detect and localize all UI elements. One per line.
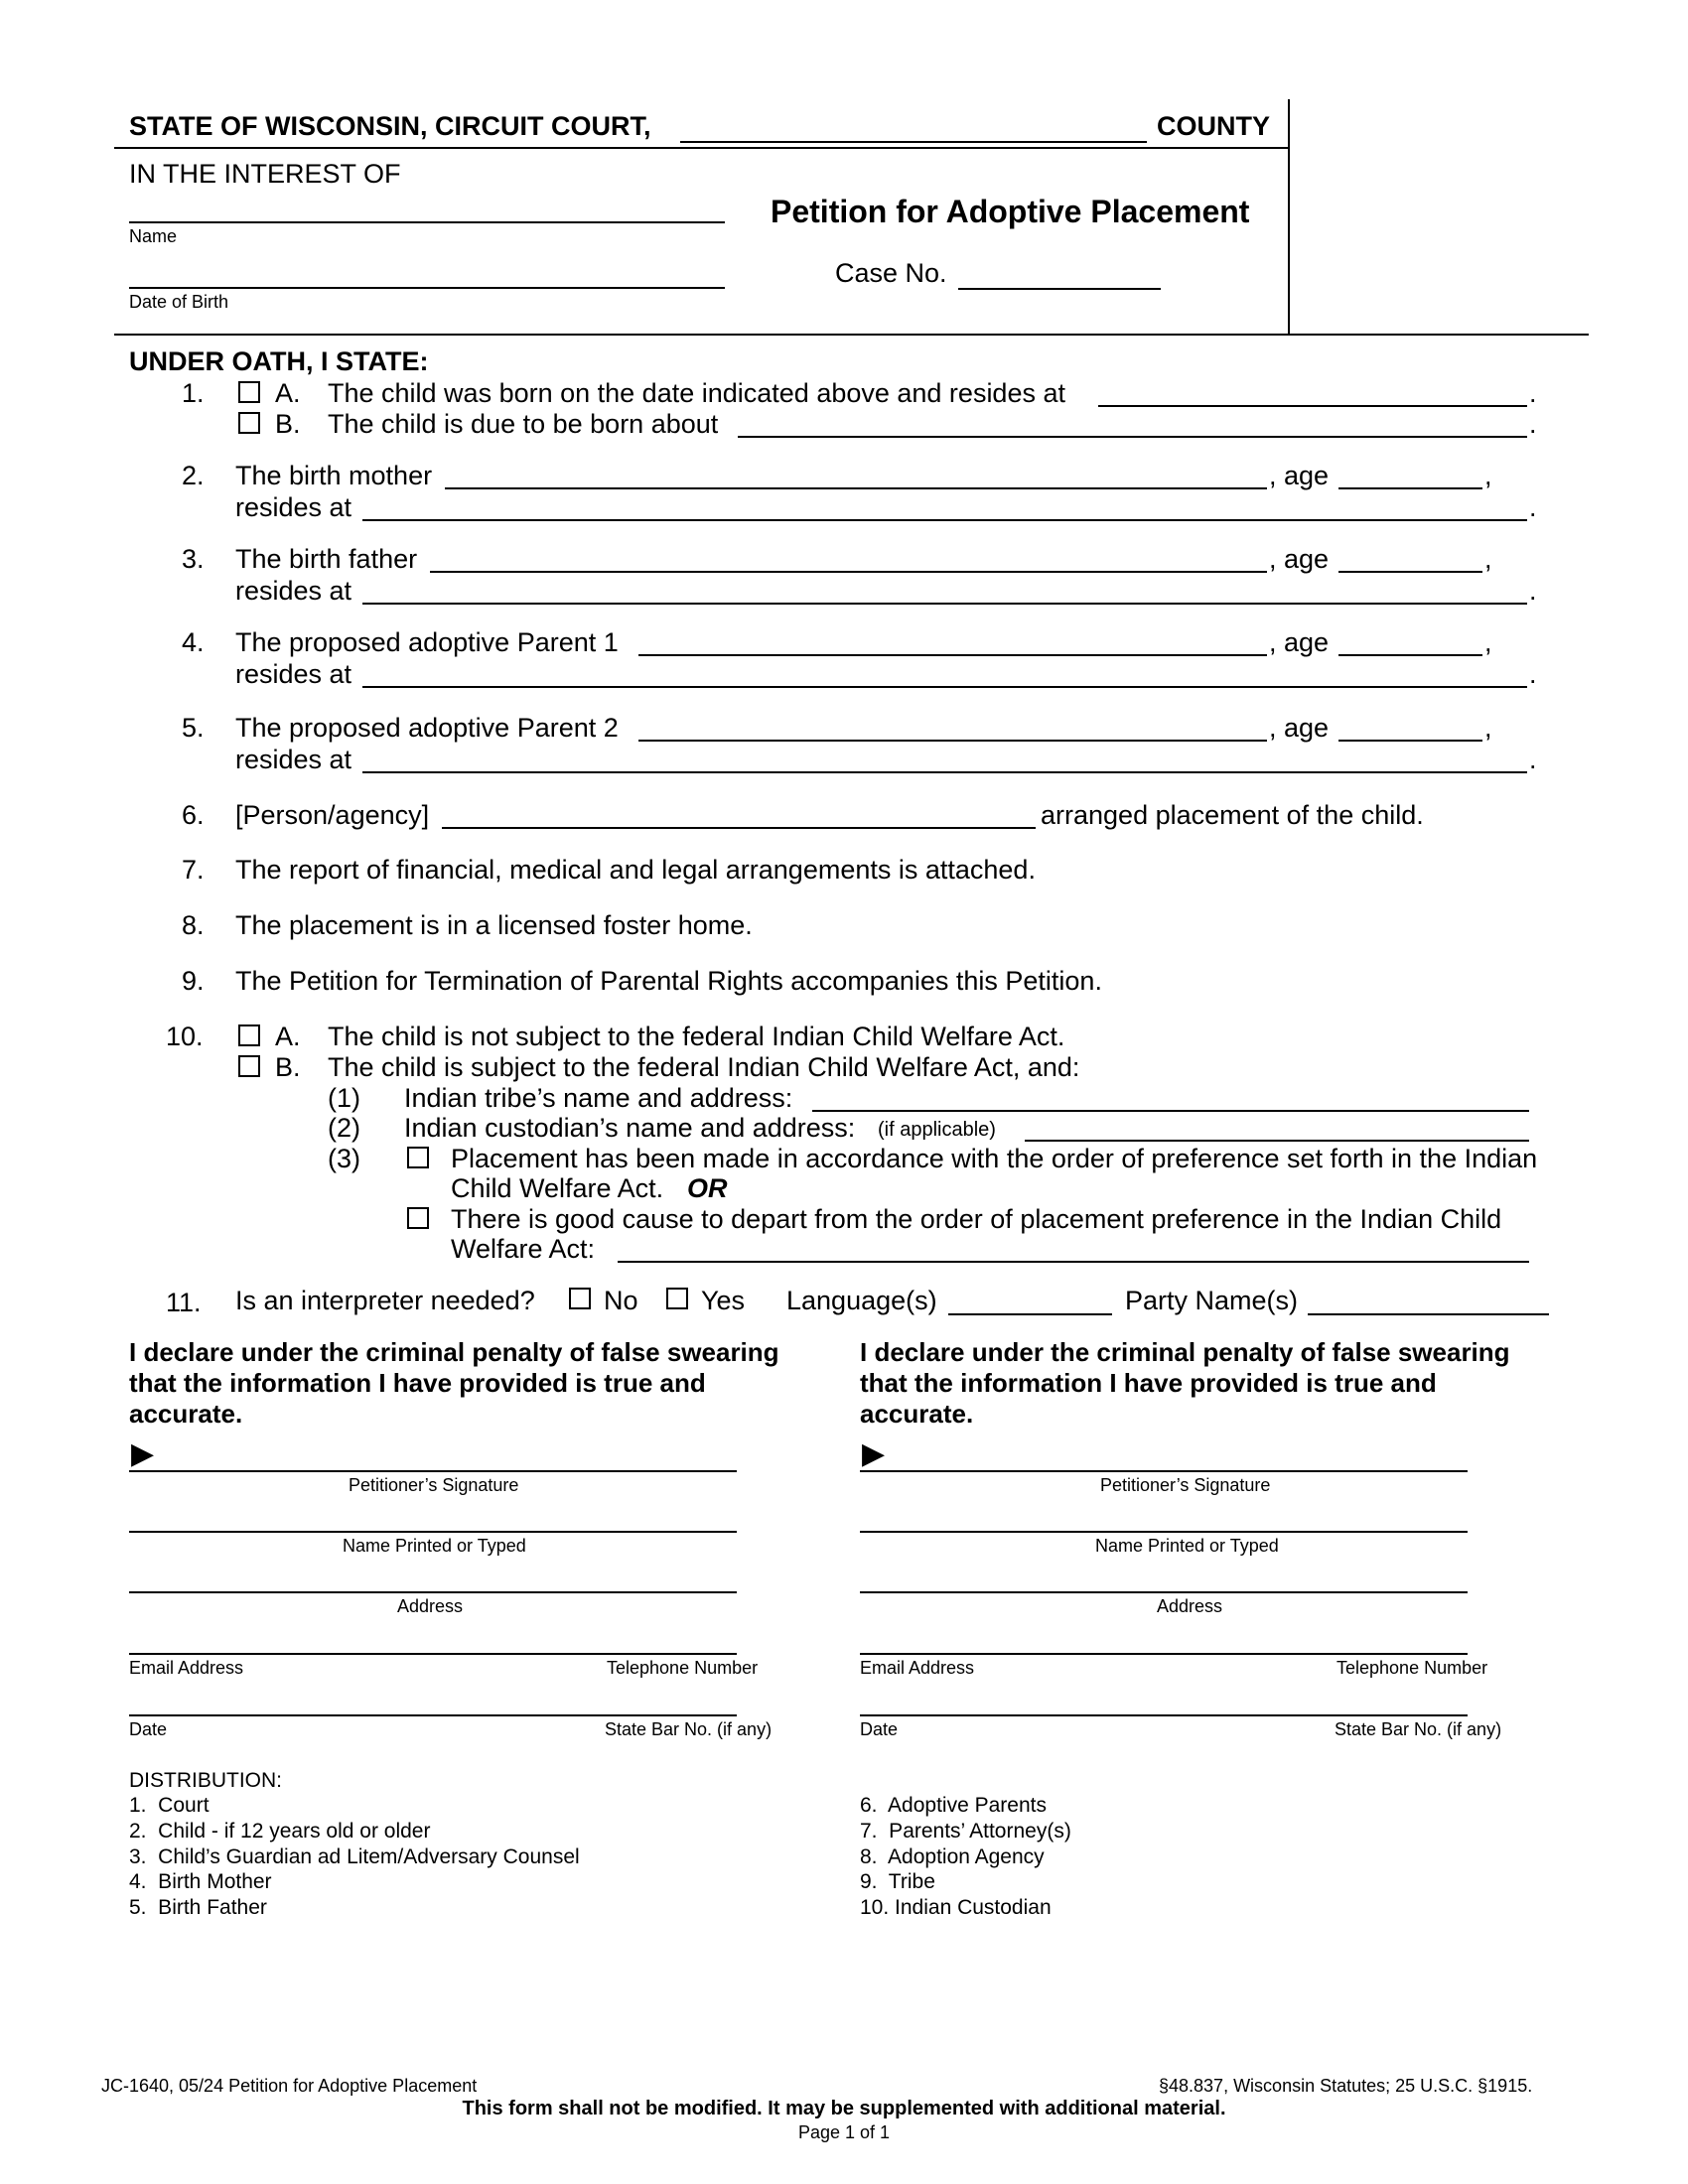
subitem-number: (1) xyxy=(328,1083,360,1113)
left-bar-label: State Bar No. (if any) xyxy=(605,1719,773,1739)
right-date-bar-field[interactable] xyxy=(860,1714,1468,1716)
left-signature-label: Petitioner’s Signature xyxy=(349,1475,519,1495)
good-cause-text: There is good cause to depart from the order of placement preference in the Indian Child xyxy=(451,1204,1502,1234)
age-label: , age xyxy=(1269,627,1330,657)
period: . xyxy=(1529,745,1537,774)
declaration-left-line2: that the information I have provided is true and xyxy=(129,1368,706,1398)
age-label: , age xyxy=(1269,544,1330,574)
arranging-agency-field[interactable] xyxy=(442,827,1036,829)
declaration-left-line3: accurate. xyxy=(129,1399,243,1429)
child-name-field[interactable] xyxy=(129,221,725,223)
interpreter-question: Is an interpreter needed? xyxy=(235,1286,535,1315)
item6-label: [Person/agency] xyxy=(235,800,430,830)
birth-father-residence-field[interactable] xyxy=(362,603,1527,605)
or-label: OR xyxy=(687,1173,728,1203)
right-signature-field[interactable] xyxy=(860,1470,1468,1472)
distribution-item: 9. Tribe xyxy=(860,1870,935,1893)
item1-b-letter: B. xyxy=(275,409,301,439)
item8-text: The placement is in a licensed foster home. xyxy=(235,910,753,940)
resides-label: resides at xyxy=(235,492,352,522)
right-email-phone-field[interactable] xyxy=(860,1653,1468,1655)
adoptive-parent1-name-field[interactable] xyxy=(638,654,1267,656)
item-number: 10. xyxy=(166,1022,204,1051)
comma: , xyxy=(1484,461,1492,490)
right-email-label: Email Address xyxy=(860,1658,975,1678)
right-bar-label: State Bar No. (if any) xyxy=(1335,1719,1502,1739)
placement-preference-checkbox[interactable] xyxy=(407,1147,429,1168)
tribe-label: Indian tribe’s name and address: xyxy=(404,1083,793,1113)
header-top-rule xyxy=(114,147,1288,149)
declaration-right-line1: I declare under the criminal penalty of false swearing xyxy=(860,1337,1510,1367)
item-number: 3. xyxy=(182,544,205,574)
good-cause-checkbox[interactable] xyxy=(407,1207,429,1229)
birth-mother-residence-field[interactable] xyxy=(362,519,1527,521)
page-number: Page 1 of 1 xyxy=(797,2122,891,2142)
distribution-item: 1. Court xyxy=(129,1794,210,1817)
party-name-field[interactable] xyxy=(1308,1313,1549,1315)
item1-a-checkbox[interactable] xyxy=(238,381,260,403)
distribution-item: 2. Child - if 12 years old or older xyxy=(129,1820,431,1843)
distribution-item: 8. Adoption Agency xyxy=(860,1845,1045,1868)
distribution-item: 3. Child’s Guardian ad Litem/Adversary Counsel xyxy=(129,1845,580,1868)
signature-arrow-icon: ▶ xyxy=(862,1437,886,1470)
item-number: 5. xyxy=(182,713,205,743)
item6-suffix: arranged placement of the child. xyxy=(1041,800,1424,830)
item5-label: The proposed adoptive Parent 2 xyxy=(235,713,619,743)
comma: , xyxy=(1484,713,1492,743)
item3-label: The birth father xyxy=(235,544,418,574)
custodian-label: Indian custodian’s name and address: xyxy=(404,1113,856,1143)
period: . xyxy=(1529,409,1537,439)
item10-a-letter: A. xyxy=(275,1022,301,1051)
header-bottom-rule xyxy=(114,334,1589,336)
form-id: JC-1640, 05/24 Petition for Adoptive Placement xyxy=(101,2076,478,2096)
interpreter-no-label: No xyxy=(604,1286,638,1315)
item-number: 11. xyxy=(166,1288,202,1317)
interpreter-no-checkbox[interactable] xyxy=(569,1288,591,1309)
item1-b-due-date-field[interactable] xyxy=(738,436,1527,438)
left-phone-label: Telephone Number xyxy=(607,1658,759,1678)
item10-a-text: The child is not subject to the federal Indian Child Welfare Act. xyxy=(328,1022,1065,1051)
left-name-label: Name Printed or Typed xyxy=(343,1536,526,1556)
right-name-field[interactable] xyxy=(860,1531,1468,1533)
item1-b-checkbox[interactable] xyxy=(238,412,260,434)
adoptive-parent1-age-field[interactable] xyxy=(1338,654,1482,656)
right-name-label: Name Printed or Typed xyxy=(1095,1536,1279,1556)
left-date-label: Date xyxy=(129,1719,168,1739)
court-label: STATE OF WISCONSIN, CIRCUIT COURT, xyxy=(129,111,651,141)
left-address-field[interactable] xyxy=(129,1591,737,1593)
dob-field[interactable] xyxy=(129,287,725,289)
right-date-label: Date xyxy=(860,1719,899,1739)
age-label: , age xyxy=(1269,713,1330,743)
case-no-field[interactable] xyxy=(958,288,1161,290)
left-date-bar-field[interactable] xyxy=(129,1714,737,1716)
county-label: COUNTY xyxy=(1157,111,1270,141)
item1-a-residence-field[interactable] xyxy=(1098,405,1527,407)
header-divider-vertical xyxy=(1288,99,1290,334)
birth-father-age-field[interactable] xyxy=(1338,571,1482,573)
period: . xyxy=(1529,659,1537,689)
item9-text: The Petition for Termination of Parental Rights accompanies this Petition. xyxy=(235,966,1102,996)
resides-label: resides at xyxy=(235,576,352,606)
signature-arrow-icon: ▶ xyxy=(131,1437,155,1470)
adoptive-parent2-name-field[interactable] xyxy=(638,740,1267,742)
subitem-number: (3) xyxy=(328,1144,360,1173)
interpreter-yes-checkbox[interactable] xyxy=(666,1288,688,1309)
page-title: Petition for Adoptive Placement xyxy=(771,194,1250,229)
right-address-field[interactable] xyxy=(860,1591,1468,1593)
placement-preference-text-2: Child Welfare Act. xyxy=(451,1173,664,1203)
item-number: 4. xyxy=(182,627,205,657)
name-label: Name xyxy=(129,226,178,246)
item-number: 2. xyxy=(182,461,205,490)
subitem-number: (2) xyxy=(328,1113,360,1143)
right-phone-label: Telephone Number xyxy=(1336,1658,1488,1678)
resides-label: resides at xyxy=(235,745,352,774)
oath-heading: UNDER OATH, I STATE: xyxy=(129,346,429,376)
item-number: 8. xyxy=(182,910,205,940)
custodian-note: (if applicable) xyxy=(878,1119,996,1141)
item7-text: The report of financial, medical and legal arrangements is attached. xyxy=(235,855,1036,885)
language-field[interactable] xyxy=(948,1313,1112,1315)
distribution-heading: DISTRIBUTION: xyxy=(129,1769,283,1792)
item4-label: The proposed adoptive Parent 1 xyxy=(235,627,619,657)
distribution-item: 10. Indian Custodian xyxy=(860,1896,1052,1919)
item-number: 1. xyxy=(182,378,205,408)
comma: , xyxy=(1484,627,1492,657)
distribution-item: 5. Birth Father xyxy=(129,1896,267,1919)
good-cause-text-2: Welfare Act: xyxy=(451,1234,596,1264)
age-label: , age xyxy=(1269,461,1330,490)
comma: , xyxy=(1484,544,1492,574)
item10-b-checkbox[interactable] xyxy=(238,1055,260,1077)
item-number: 9. xyxy=(182,966,205,996)
tribe-name-address-field[interactable] xyxy=(812,1110,1529,1112)
birth-father-name-field[interactable] xyxy=(430,571,1267,573)
left-name-field[interactable] xyxy=(129,1531,737,1533)
period: . xyxy=(1529,576,1537,606)
birth-mother-age-field[interactable] xyxy=(1338,487,1482,489)
custodian-name-address-field[interactable] xyxy=(1025,1140,1529,1142)
interpreter-yes-label: Yes xyxy=(701,1286,746,1315)
item1-a-letter: A. xyxy=(275,378,301,408)
statutes: §48.837, Wisconsin Statutes; 25 U.S.C. §1915. xyxy=(1159,2076,1533,2096)
item10-a-checkbox[interactable] xyxy=(238,1024,260,1046)
period: . xyxy=(1529,378,1537,408)
distribution-item: 6. Adoptive Parents xyxy=(860,1794,1047,1817)
item-number: 6. xyxy=(182,800,205,830)
left-email-phone-field[interactable] xyxy=(129,1653,737,1655)
party-name-label: Party Name(s) xyxy=(1125,1286,1299,1315)
adoptive-parent2-residence-field[interactable] xyxy=(362,771,1527,773)
language-label: Language(s) xyxy=(786,1286,937,1315)
interest-of-label: IN THE INTEREST OF xyxy=(129,159,401,189)
right-signature-label: Petitioner’s Signature xyxy=(1100,1475,1271,1495)
item1-b-text: The child is due to be born about xyxy=(328,409,719,439)
distribution-item: 7. Parents’ Attorney(s) xyxy=(860,1820,1071,1843)
item-number: 7. xyxy=(182,855,205,885)
item1-a-text: The child was born on the date indicated above and resides at xyxy=(328,378,1065,408)
adoptive-parent2-age-field[interactable] xyxy=(1338,740,1482,742)
adoptive-parent1-residence-field[interactable] xyxy=(362,686,1527,688)
right-address-label: Address xyxy=(1157,1596,1223,1616)
declaration-left-line1: I declare under the criminal penalty of false swearing xyxy=(129,1337,779,1367)
declaration-right-line3: accurate. xyxy=(860,1399,974,1429)
birth-mother-name-field[interactable] xyxy=(445,487,1267,489)
left-signature-field[interactable] xyxy=(129,1470,737,1472)
dob-label: Date of Birth xyxy=(129,292,229,312)
modification-notice: This form shall not be modified. It may be supplemented with additional material. xyxy=(462,2098,1226,2119)
placement-preference-text: Placement has been made in accordance with the order of preference set forth in the Indian xyxy=(451,1144,1538,1173)
resides-label: resides at xyxy=(235,659,352,689)
item10-b-letter: B. xyxy=(275,1052,301,1082)
left-email-label: Email Address xyxy=(129,1658,244,1678)
item2-label: The birth mother xyxy=(235,461,433,490)
county-field[interactable] xyxy=(680,141,1147,143)
left-address-label: Address xyxy=(397,1596,464,1616)
case-no-label: Case No. xyxy=(835,258,947,288)
distribution-item: 4. Birth Mother xyxy=(129,1870,272,1893)
item10-b-text: The child is subject to the federal Indian Child Welfare Act, and: xyxy=(328,1052,1080,1082)
period: . xyxy=(1529,492,1537,522)
declaration-right-line2: that the information I have provided is true and xyxy=(860,1368,1437,1398)
good-cause-field[interactable] xyxy=(618,1261,1529,1263)
